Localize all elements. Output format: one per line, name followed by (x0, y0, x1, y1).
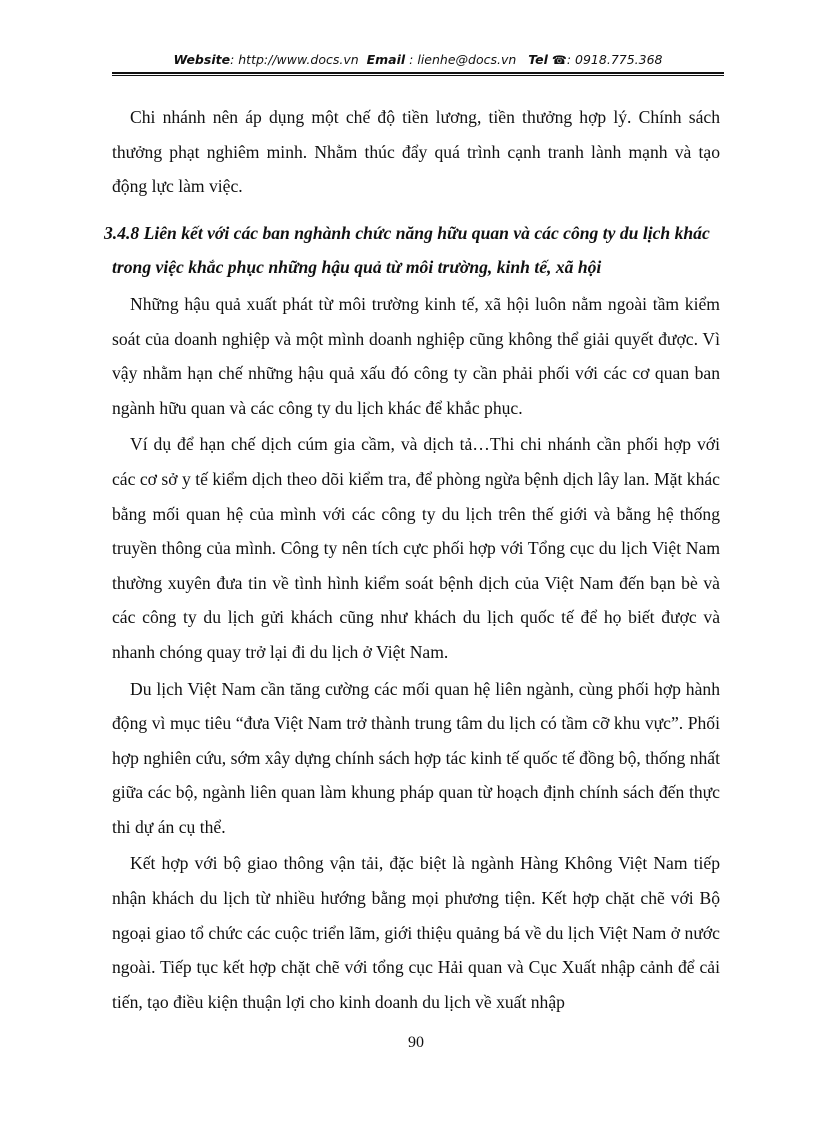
website-label: Website (173, 52, 231, 67)
paragraph-salary-policy: Chi nhánh nên áp dụng một chế độ tiền lương, tiền thưởng hợp lý. Chính sách thưởng phạt nghiêm minh. Nhằm thúc đẩy quá trình cạnh tranh lành mạnh và tạo động lực làm việc. (112, 107, 720, 197)
page-body (104, 100, 720, 1019)
section-heading-3-4-8: 3.4.8 Liên kết với các ban nghành chức năng hữu quan và các công ty du lịch khác trong việc khắc phục những hậu quả từ môi trường, kinh tế, xã hội (104, 222, 710, 278)
email-value: : lienhe@docs.vn (409, 52, 517, 67)
paragraph-epidemic-example: Ví dụ để hạn chế dịch cúm gia cầm, và dịch tả…Thi chi nhánh cần phối hợp với các cơ sở y tế kiểm dịch theo dõi kiểm tra, để phòng ngừa bệnh dịch lây lan. Mặt khác bằng mối quan hệ của mình với các công ty du lịch trên thế giới và bằng hệ thống truyền thông của mình. Công ty nên tích cực phối hợp với Tổng cục du lịch Việt Nam thường xuyên đưa tin về tình hình kiểm soát bệnh dịch của Việt Nam đến bạn bè và các công ty du lịch gửi khách cũng như khách du lịch quốc tế để họ biết được và nhanh chóng quay trở lại đi du lịch ở Việt Nam. (112, 434, 720, 662)
paragraph-transport-cooperation: Kết hợp với bộ giao thông vận tải, đặc biệt là ngành Hàng Không Việt Nam tiếp nhận khách du lịch từ nhiều hướng bằng mọi phương tiện. Kết hợp chặt chẽ với Bộ ngoại giao tổ chức các cuộc triển lãm, giới thiệu quảng bá về du lịch Việt Nam ở nước ngoài. Tiếp tục kết hợp chặt chẽ với tổng cục Hải quan và Cục Xuất nhập cảnh để cải tiến, tạo điều kiện thuận lợi cho kinh doanh du lịch về xuất nhập (112, 853, 720, 1012)
email-label: Email (366, 52, 406, 67)
paragraph-interdisciplinary: Du lịch Việt Nam cần tăng cường các mối quan hệ liên ngành, cùng phối hợp hành động vì mục tiêu “đưa Việt Nam trở thành trung tâm du lịch có tầm cỡ khu vực”. Phối hợp nghiên cứu, sớm xây dựng chính sách hợp tác kinh tế quốc tế đồng bộ, thống nhất giữa các bộ, ngành liên quan làm khung pháp quan từ hoạch định chính sách đến thực thi dự án cụ thể. (112, 678, 720, 837)
phone-icon: ☎ (551, 53, 567, 67)
website-value: : http://www.docs.vn (230, 52, 359, 67)
page-number: 90 (408, 1034, 424, 1051)
page-header (112, 52, 724, 70)
paragraph-consequences: Những hậu quả xuất phát từ môi trường kinh tế, xã hội luôn nằm ngoài tầm kiểm soát của doanh nghiệp và một mình doanh nghiệp cũng không thể giải quyết được. Vì vậy nhằm hạn chế những hậu quả xấu đó công ty cần phải phối với các cơ quan ban ngành hữu quan và các công ty du lịch khác để khắc phục. (112, 293, 720, 418)
tel-value: : 0918.775.368 (566, 52, 663, 67)
tel-label: Tel (528, 52, 548, 67)
header-rule (112, 72, 724, 76)
